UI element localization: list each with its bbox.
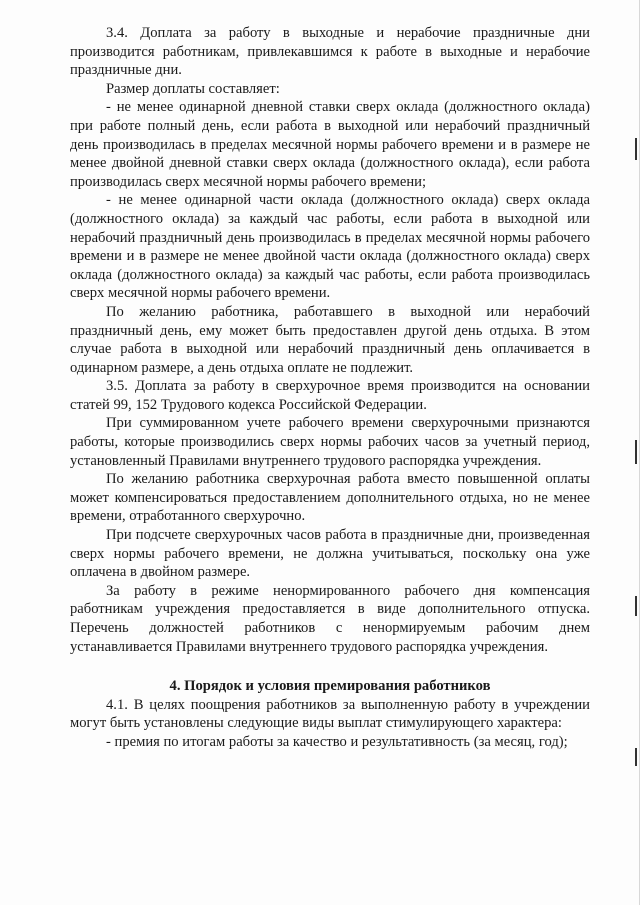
section-heading: 4. Порядок и условия премирования работников: [169, 678, 491, 695]
paragraph-holiday-hours: При подсчете сверхурочных часов работа в праздничные дни, произведенная сверх нормы рабочего времени, не должна учитываться, поскольку она уже оплачена в двойном размере.: [70, 527, 590, 581]
paragraph-4-1: 4.1. В целях поощрения работников за выполненную работу в учреждении могут быть установлены следующие виды выплат стимулирующего характера:: [70, 696, 590, 732]
paragraph-rest-day: По желанию работника, работавшего в выходной или нерабочий праздничный день, ему может быть предоставлен другой день отдыха. В этом случае работа в выходной или нерабочий праздничный день оплачивается в одинарном размере, а день отдыха оплате не подлежит.: [70, 303, 590, 376]
paragraph-extra-rest: По желанию работника сверхурочная работа вместо повышенной оплаты может компенсироваться предоставлением дополнительного отдыха, но не менее времени, отработанного сверхурочно.: [70, 471, 590, 525]
paragraph-3-4: 3.4. Доплата за работу в выходные и нерабочие праздничные дни производится работникам, привлекавшимся к работе в выходные и нерабочие праздничные дни.: [70, 25, 590, 79]
scan-edge-mark: [635, 138, 637, 160]
section-gap: [70, 656, 590, 677]
paragraph-3-5: 3.5. Доплата за работу в сверхурочное время производится на основании статей 99, 152 Трудового кодекса Российской Федерации.: [70, 378, 590, 413]
paragraph-hourly-rate: - не менее одинарной части оклада (должностного оклада) сверх оклада (должностного оклада) за каждый час работы, если работа в выходной или нерабочий праздничный день производилась в пределах месячной нормы рабочего времени и в размере не менее двойной части оклада (должностного оклада) сверх оклада (должностного оклада) за каждый час работы, если работа производилась сверх месячной нормы рабочего времени.: [70, 192, 590, 302]
paragraph-daily-rate: - не менее одинарной дневной ставки сверх оклада (должностного оклада) при работе полный день, если работа в выходной или нерабочий праздничный день производилась в пределах месячной нормы рабочего времени и в размере не менее двойной дневной ставки сверх оклада (должностного оклада), если работа производилась сверх месячной нормы рабочего времени;: [70, 99, 590, 190]
scan-edge-mark: [635, 596, 637, 616]
paragraph-bonus-item: - премия по итогам работы за качество и результативность (за месяц, год);: [106, 733, 568, 750]
scan-edge-mark: [635, 440, 637, 464]
paragraph-summarized-accounting: При суммированном учете рабочего времени сверхурочными признаются работы, которые производились сверх нормы рабочих часов за учетный период, установленный Правилами внутреннего трудового распорядка учреждения.: [70, 415, 590, 469]
paragraph-irregular-day: За работу в режиме ненормированного рабочего дня компенсация работникам учреждения предоставляется в виде дополнительного отпуска. Перечень должностей работников с ненормируемым рабочим днем устанавливается Правилами внутреннего трудового распорядка учреждения.: [70, 582, 590, 655]
scan-edge-mark: [635, 748, 637, 766]
paragraph-payment-size: Размер доплаты составляет:: [106, 80, 280, 97]
